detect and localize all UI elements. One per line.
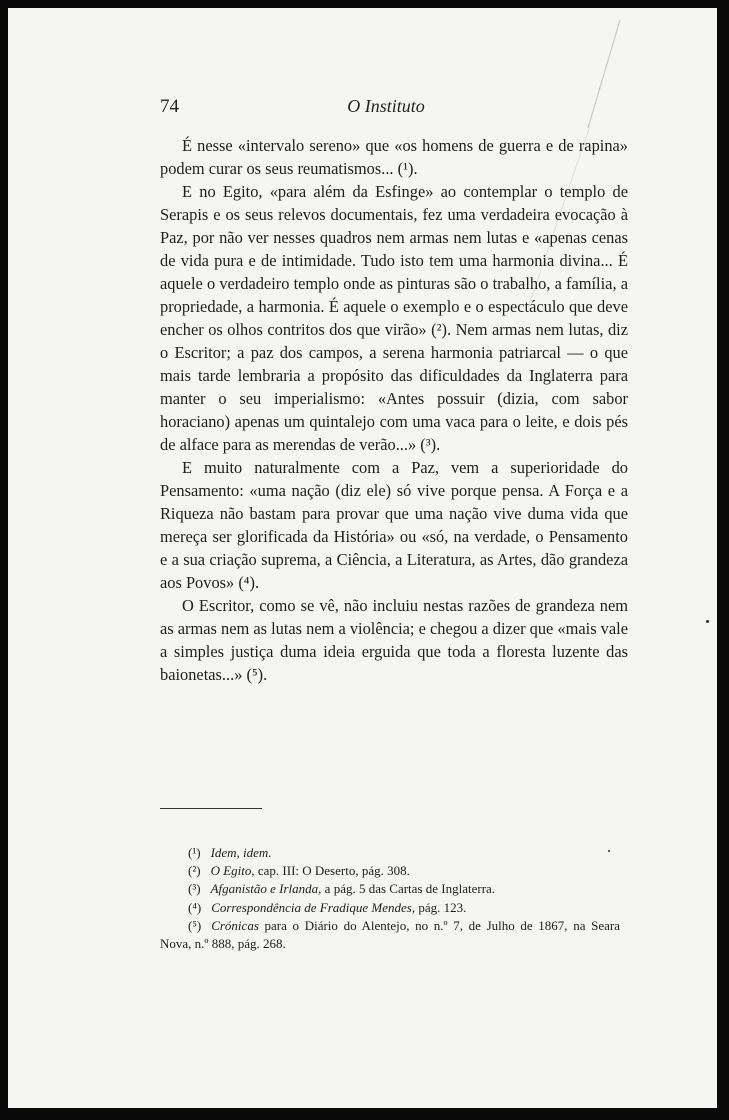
- footnote-source: Crónicas: [211, 917, 259, 933]
- footnote-detail: pág. 123.: [418, 899, 467, 915]
- speck-mark: [706, 620, 709, 623]
- paragraph: E muito naturalmente com a Paz, vem a superioridade do Pensamento: «uma nação (diz ele) só vive porque pensa. A Força e a Riqueza não bastam para provar que uma nação vive duma vida que mereça ser glorificada da História» ou «só, na verdade, o Pensamento e a sua criação suprema, a Ciência, a Literatura, as Artes, dão grandeza aos Povos» (⁴).: [160, 458, 628, 592]
- footnote-separator: [160, 808, 262, 809]
- footnote: [160, 880, 620, 898]
- footnote-marker: (¹): [188, 845, 201, 860]
- speck-mark: [608, 850, 610, 852]
- footnote-detail: cap. III: O Deserto, pág. 308.: [257, 863, 410, 879]
- footnote-marker: (³): [188, 881, 201, 897]
- body-text: [160, 134, 628, 686]
- footnote-marker: (⁵): [188, 917, 202, 933]
- footnote: [160, 917, 620, 953]
- footnote-detail: para o Diário do Alentejo, no n.º 7, de Julho de 1867, na Seara Nova, n.º 888, pág. 268.: [160, 917, 620, 952]
- footnote-detail: a pág. 5 das Cartas de Inglaterra.: [324, 881, 496, 897]
- footnote: [160, 862, 620, 880]
- footnote-source: Idem, idem.: [210, 845, 272, 860]
- paragraph: É nesse «intervalo sereno» que «os homens de guerra e de rapina» podem curar os seus reumatismos... (¹).: [160, 136, 628, 178]
- footnote-marker: (⁴): [188, 899, 202, 915]
- page-number: 74: [160, 96, 179, 117]
- paragraph: E no Egito, «para além da Esfinge» ao contemplar o templo de Serapis e os seus relevos documentais, fez uma verdadeira evocação à Paz, por não ver nesses quadros nem armas nem lutas e «apenas cenas de vida pura e de intimidade. Tudo isto tem uma harmonia divina... É aquele o verdadeiro templo onde as pinturas são o trabalho, a família, a propriedade, a harmonia. É aquele o exemplo e o espectáculo que deve encher os olhos contritos dos que virão» (²). Nem armas nem lutas, diz o Escritor; a paz dos campos, a serena harmonia patriarcal — o que mais tarde lembraria a propósito das dificuldades da Inglaterra para manter o seu imperialismo: «Antes possuir (dizia, com sabor horaciano) apenas um quintalejo com uma vaca para o leite, e dois pés de alface para as merendas de verão...» (³).: [160, 182, 628, 454]
- footnote: [160, 899, 620, 917]
- page-header: [160, 96, 612, 126]
- footnote-source: Afganistão e Irlanda,: [210, 881, 322, 897]
- running-title: O Instituto: [347, 96, 425, 116]
- footnote-source: Correspondência de Fradique Mendes,: [211, 899, 416, 915]
- paragraph: O Escritor, como se vê, não incluiu nestas razões de grandeza nem as armas nem as lutas nem a violência; e chegou a dizer que «mais vale a simples justiça duma ideia erguida que toda a floresta luzente das baionetas...» (⁵).: [160, 596, 628, 684]
- footnotes: [160, 844, 620, 953]
- footnote-marker: (²): [188, 863, 201, 879]
- scanned-page: [8, 8, 717, 1108]
- footnote-source: O Egito,: [210, 863, 255, 879]
- footnote: [160, 844, 620, 862]
